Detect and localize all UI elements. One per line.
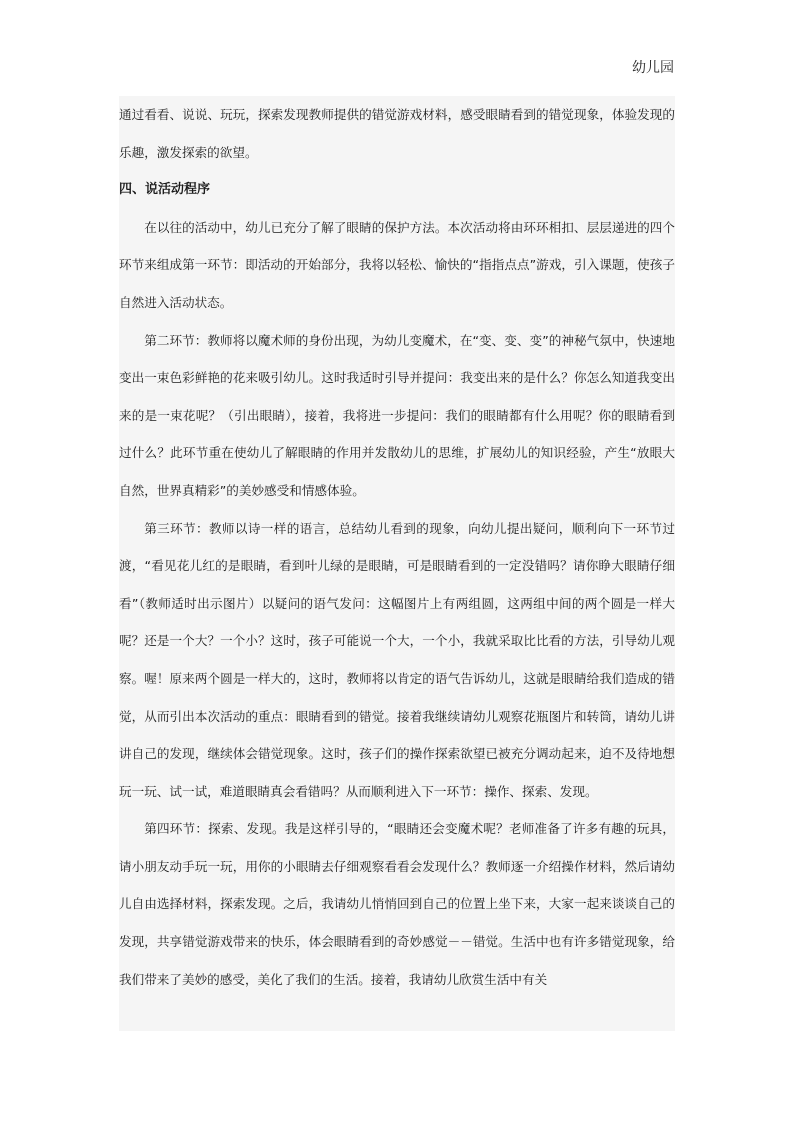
page-header: 幼儿园: [632, 60, 674, 76]
paragraph-step-three: 第三环节：教师以诗一样的语言，总结幼儿看到的现象，向幼儿提出疑问，顺利向下一环节过渡，“看见花儿红的是眼睛，看到叶儿绿的是眼睛，可是眼睛看到的一定没错吗？请你睁大眼睛仔细看”（教师适时出示图片）以疑问的语气发问：这幅图片上有两组圆，这两组中间的两个圆是一样大呢？还是一个大？一个小？这时，孩子可能说一个大，一个小，我就采取比比看的方法，引导幼儿观察。喔！原来两个圆是一样大的，这时，教师将以肯定的语气告诉幼儿，这就是眼睛给我们造成的错觉，从而引出本次活动的重点：眼睛看到的错觉。接着我继续请幼儿观察花瓶图片和转筒，请幼儿讲讲自己的发现，继续体会错觉现象。这时，孩子们的操作探索欲望已被充分调动起来，迫不及待地想玩一玩、试一试，难道眼睛真会看错吗？从而顺利进入下一环节：操作、探索、发现。: [119, 520, 675, 799]
paragraph-goal: 通过看看、说说、玩玩，探索发现教师提供的错觉游戏材料，感受眼睛看到的错觉现象，体验发现的乐趣，激发探索的欲望。: [119, 107, 675, 160]
paragraph-step-four: 第四环节：探索、发现。我是这样引导的，“眼睛还会变魔术呢？老师准备了许多有趣的玩具，请小朋友动手玩一玩，用你的小眼睛去仔细观察看看会发现什么？教师逐一介绍操作材料，然后请幼儿自由选择材料，探索发现。之后，我请幼儿悄悄回到自己的位置上坐下来，大家一起来谈谈自己的发现，共享错觉游戏带来的快乐，体会眼睛看到的奇妙感觉－－错觉。生活中也有许多错觉现象，给我们带来了美妙的感受，美化了我们的生活。接着，我请幼儿欣赏生活中有关: [119, 821, 675, 987]
paragraph-step-one: 在以往的活动中，幼儿已充分了解了眼睛的保护方法。本次活动将由环环相扣、层层递进的四个环节来组成第一环节：即活动的开始部分，我将以轻松、愉快的“指指点点”游戏，引入课题，使孩子自然进入活动状态。: [119, 219, 675, 310]
section-heading: 四、说活动程序: [119, 182, 211, 198]
paragraph-step-two: 第二环节：教师将以魔术师的身份出现，为幼儿变魔术，在“变、变、变”的神秘气氛中，快速地变出一束色彩鲜艳的花来吸引幼儿。这时我适时引导并提问：我变出来的是什么？你怎么知道我变出来的是一束花呢？（引出眼睛），接着，我将进一步提问：我们的眼睛都有什么用呢？你的眼睛看到过什么？此环节重在使幼儿了解眼睛的作用并发散幼儿的思维，扩展幼儿的知识经验，产生“放眼大自然，世界真精彩”的美妙感受和情感体验。: [119, 332, 675, 498]
document-body: [119, 96, 675, 1031]
